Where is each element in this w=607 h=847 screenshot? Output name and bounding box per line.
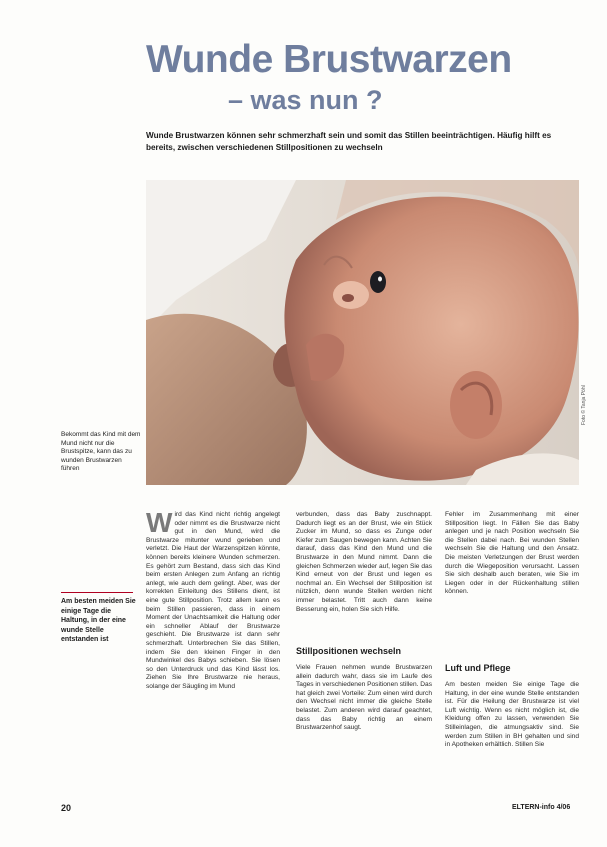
article-photo (146, 180, 579, 485)
body-column-2-continued: Viele Frauen nehmen wunde Brustwarzen allein dadurch wahr, dass sie im Laufe des Tages in verschiedenen Positionen stillen. Das hat gleich zwei Vorteile: Zum einen wird durch den Wechsel nicht immer die gleiche Stelle belastet. Zum anderen wird darauf geachtet, dass das Baby richtig an einem Brustwarzenhof saugt. (296, 664, 432, 732)
pull-quote: Am besten meiden Sie einige Tage die Haltung, in der eine wunde Stelle entstanden ist (61, 598, 136, 644)
drop-cap: W (146, 511, 173, 538)
magazine-name: ELTERN-info 4/06 (512, 804, 571, 811)
section-heading: Luft und Pflege (445, 663, 511, 673)
article-lead: Wunde Brustwarzen können sehr schmerzhaft sein und somit das Stillen beeinträchtigen. Häufig hilft es bereits, zwischen verschiedenen Stillpositionen zu wechseln (146, 131, 552, 152)
article-subtitle: – was nun ? (228, 85, 383, 115)
body-text: ird das Kind nicht richtig angelegt oder nimmt es die Brustwarze nicht gut in den Mund, wird die Brustwarze mitunter wund gerieben und verletzt. Die Haut der Warzenspitzen könnte, können bereits kleinere Wunden schmerzen. Es gehört zum Bestand, dass sich das Kind beim ersten Anlegen zum Anfang an richtig anlegt, wie auch dem gelingt. Aber, was der korrekten Einleitung des Stillens dient, ist eine gute Stillposition. Trotz allem kann es beim Stillen passieren, dass in einem Moment der Unachtsamkeit die Haltung oder ein schneller Ablauf der Brustwarze geschieht. Die Brustwarze ist dann sehr schmerzhaft. Unterbrechen Sie das Stillen, indem Sie den kleinen Finger in den Mundwinkel des Babys schieben. Sie lösen so den Unterdruck und das Kind lässt los. Ziehen Sie Ihre Brustwarze nie heraus, solange der Säugling im Mund (146, 511, 280, 690)
article-title: Wunde Brustwarzen (146, 38, 512, 81)
body-column-3-continued: Am besten meiden Sie einige Tage die Haltung, in der eine wunde Stelle entstanden ist. Für die Heilung der Brustwarze ist viel Luft wichtig. Wenn es nicht möglich ist, die Kleidung offen zu lassen, verwenden Sie Stilleinlagen, die atmungsaktiv sind. Sie werden zum Stillen in BH gehalten und sind in Apotheken erhältlich. Stillen Sie (445, 681, 579, 749)
page-number: 20 (61, 803, 72, 813)
body-column-1 (146, 511, 280, 803)
section-heading: Stillpositionen wechseln (296, 646, 402, 656)
body-column-3: Fehler im Zusammenhang mit einer Stillposition liegt. In Fällen Sie das Baby anlegen und je nach Position wechseln Sie die Stellen dabei nach. Bei wunden Stellen wechseln Sie die Haltung und den Ansatz. Die meisten Verletzungen der Brust werden durch die Wiegeposition verursacht. Lassen Sie sich deshalb auch beraten, wie Sie im Liegen oder in der Rückenhaltung stillen können. (445, 511, 579, 596)
photo-credit: Foto © Tanja Pöhl (581, 385, 587, 425)
pull-quote-rule (61, 592, 133, 593)
photo-caption: Bekommt das Kind mit dem Mund nicht nur die Brustspitze, kann das zu wunden Brustwarzen führen (61, 431, 141, 473)
baby-breastfeeding-illustration (146, 180, 579, 485)
body-column-2: verbunden, dass das Baby zuschnappt. Dadurch liegt es an der Brust, wie ein Stück Zucker im Mund, so dass es Zunge oder Kiefer zum Saugen bewegen kann. Achten Sie darauf, dass das Kind den Mund und die Brustwarze in den Mund nimmt. Dann die gleichen Schmerzen wieder auf, legen Sie das Kind erneut von der Brust und legen es nochmal an. Ein Wechsel der Stillposition ist nützlich, denn wunde Stellen werden nicht immer belastet. Tritt auch dann keine Besserung ein, holen Sie sich Hilfe. (296, 511, 432, 613)
